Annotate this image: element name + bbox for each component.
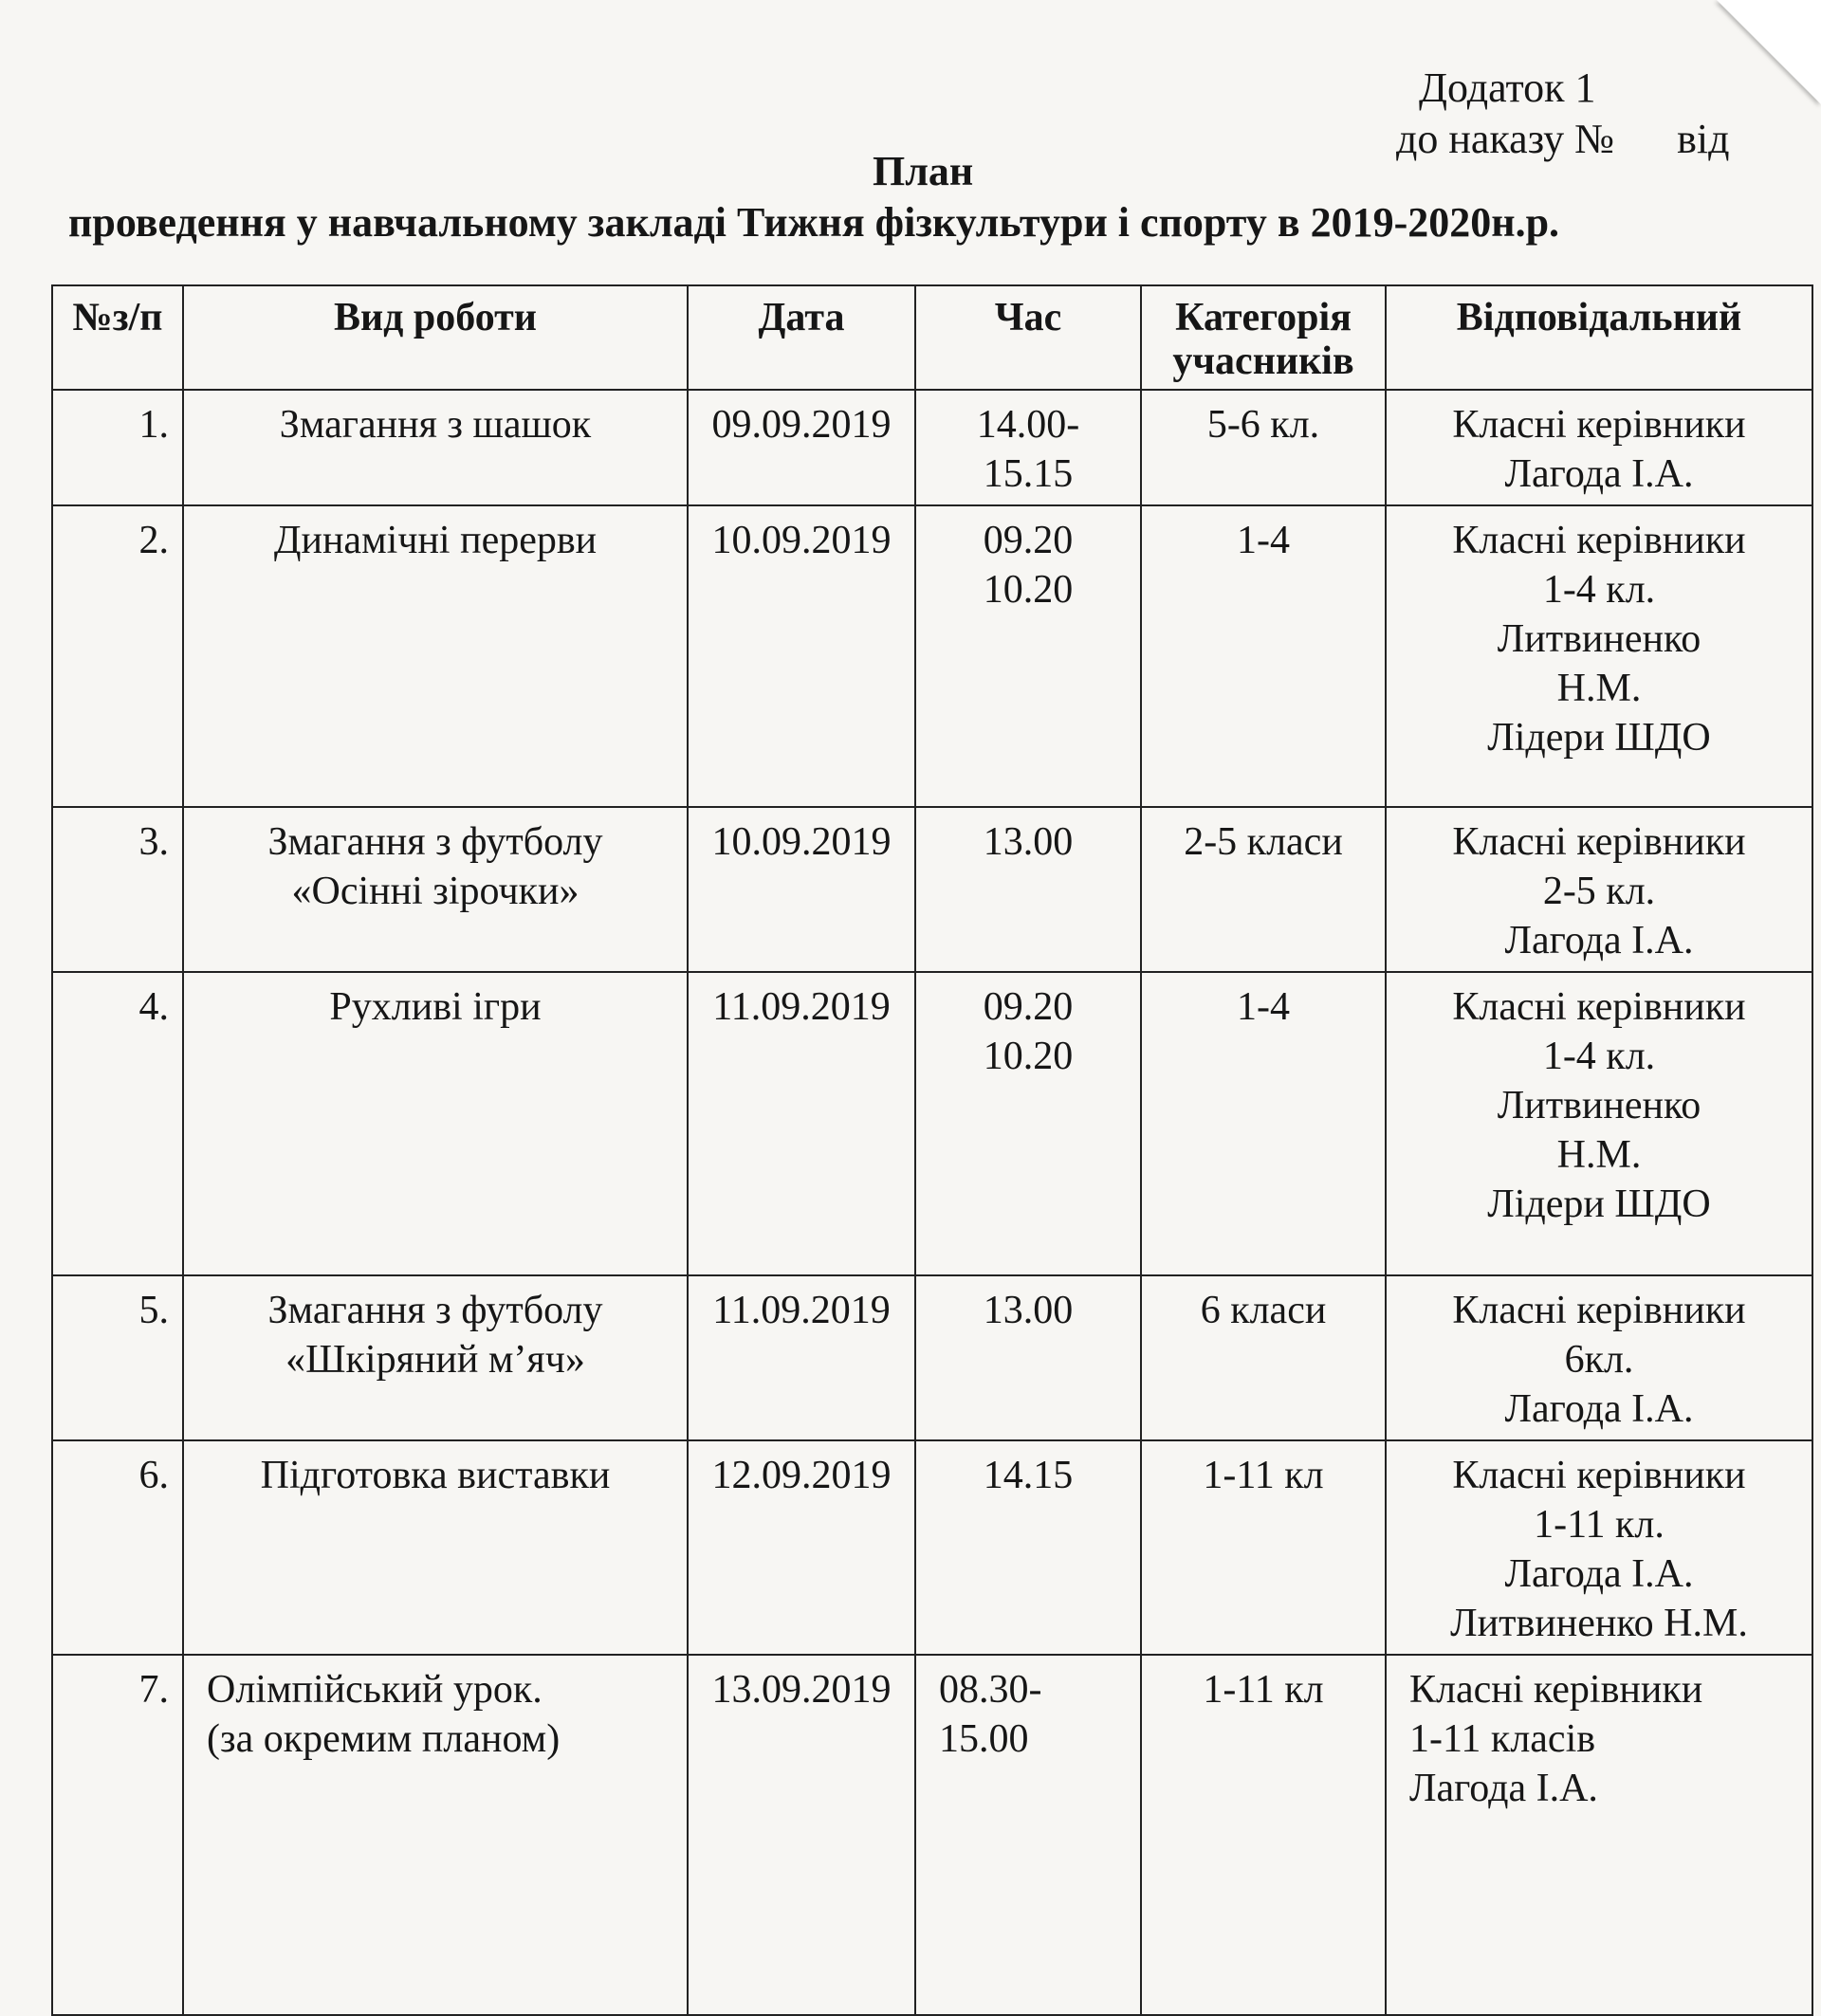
cell-responsible: Класні керівники 1-11 класів Лагода І.А.	[1386, 1655, 1812, 2015]
cell-date: 11.09.2019	[688, 1275, 915, 1440]
plan-table	[51, 284, 1813, 2016]
cell-number: 7.	[52, 1655, 183, 2015]
cell-work: Рухливі ігри	[183, 972, 688, 1275]
cell-responsible: Класні керівники 2-5 кл. Лагода І.А.	[1386, 807, 1812, 972]
cell-number: 2.	[52, 505, 183, 807]
cell-date: 10.09.2019	[688, 807, 915, 972]
document-title: План	[873, 148, 974, 194]
table-row	[52, 390, 1812, 505]
cell-number: 3.	[52, 807, 183, 972]
cell-date: 11.09.2019	[688, 972, 915, 1275]
cell-number: 6.	[52, 1440, 183, 1655]
cell-category: 1-4	[1141, 972, 1386, 1275]
column-header-date: Дата	[688, 285, 915, 390]
cell-responsible: Класні керівники 1-4 кл. Литвиненко Н.М. Лідери ШДО	[1386, 505, 1812, 807]
table-row	[52, 807, 1812, 972]
document-subtitle: проведення у навчальному закладі Тижня фізкультури і спорту в 2019-2020н.р.	[68, 199, 1560, 246]
column-header-work: Вид роботи	[183, 285, 688, 390]
cell-category: 2-5 класи	[1141, 807, 1386, 972]
cell-time: 14.15	[915, 1440, 1141, 1655]
cell-category: 1-11 кл	[1141, 1440, 1386, 1655]
cell-time: 09.20 10.20	[915, 505, 1141, 807]
cell-date: 10.09.2019	[688, 505, 915, 807]
column-header-time: Час	[915, 285, 1141, 390]
cell-time: 13.00	[915, 807, 1141, 972]
table-row	[52, 1275, 1812, 1440]
table-header-row	[52, 285, 1812, 390]
cell-category: 1-11 кл	[1141, 1655, 1386, 2015]
cell-number: 4.	[52, 972, 183, 1275]
cell-responsible: Класні керівники 6кл. Лагода І.А.	[1386, 1275, 1812, 1440]
table-row	[52, 1440, 1812, 1655]
cell-time: 13.00	[915, 1275, 1141, 1440]
column-header-category: Категорія учасників	[1141, 285, 1386, 390]
order-reference: до наказу № від	[1396, 116, 1730, 162]
cell-category: 6 класи	[1141, 1275, 1386, 1440]
table-row	[52, 972, 1812, 1275]
cell-time: 14.00- 15.15	[915, 390, 1141, 505]
cell-category: 1-4	[1141, 505, 1386, 807]
cell-work: Змагання з футболу «Осінні зірочки»	[183, 807, 688, 972]
cell-number: 5.	[52, 1275, 183, 1440]
table-row	[52, 505, 1812, 807]
column-header-responsible: Відповідальний	[1386, 285, 1812, 390]
cell-category: 5-6 кл.	[1141, 390, 1386, 505]
cell-responsible: Класні керівники Лагода І.А.	[1386, 390, 1812, 505]
cell-responsible: Класні керівники 1-11 кл. Лагода І.А. Литвиненко Н.М.	[1386, 1440, 1812, 1655]
cell-time: 08.30- 15.00	[915, 1655, 1141, 2015]
cell-work: Змагання з шашок	[183, 390, 688, 505]
column-header-number: №з/п	[52, 285, 183, 390]
table-row	[52, 1655, 1812, 2015]
cell-date: 13.09.2019	[688, 1655, 915, 2015]
cell-date: 09.09.2019	[688, 390, 915, 505]
cell-work: Змагання з футболу «Шкіряний м’яч»	[183, 1275, 688, 1440]
cell-number: 1.	[52, 390, 183, 505]
cell-responsible: Класні керівники 1-4 кл. Литвиненко Н.М. Лідери ШДО	[1386, 972, 1812, 1275]
cell-work: Олімпійський урок. (за окремим планом)	[183, 1655, 688, 2015]
annex-label: Додаток 1	[1419, 64, 1596, 111]
cell-date: 12.09.2019	[688, 1440, 915, 1655]
cell-time: 09.20 10.20	[915, 972, 1141, 1275]
cell-work: Підготовка виставки	[183, 1440, 688, 1655]
cell-work: Динамічні перерви	[183, 505, 688, 807]
page-corner-fold	[1717, 0, 1821, 104]
